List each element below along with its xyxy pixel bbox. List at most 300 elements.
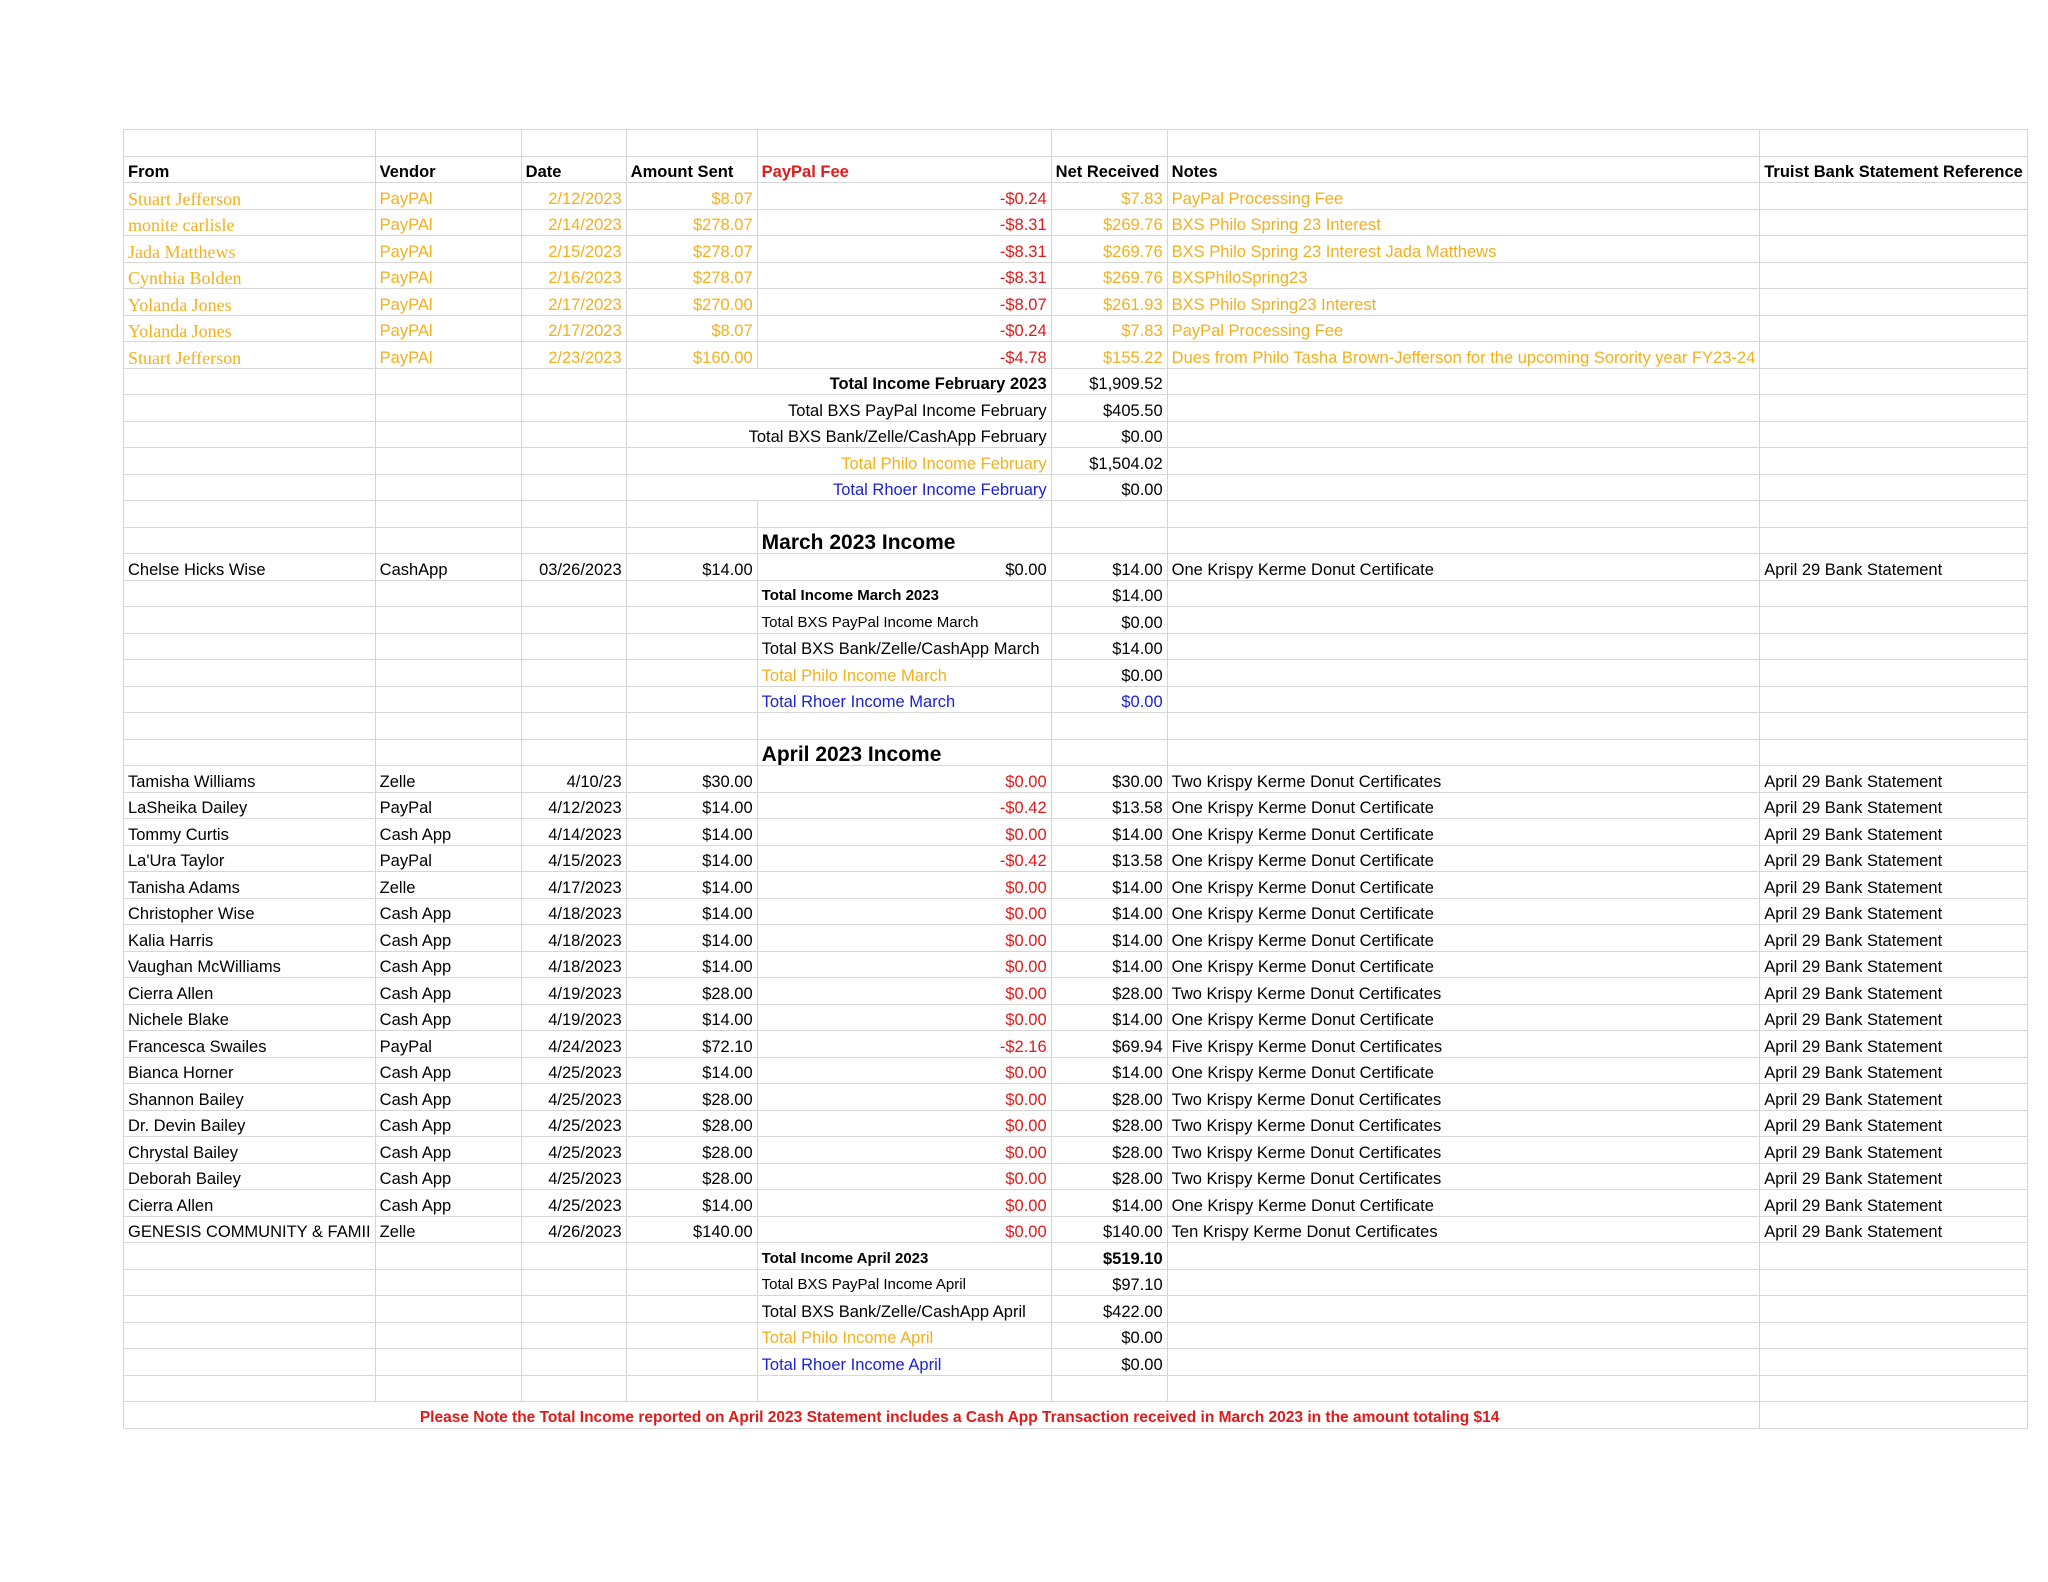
empty-cell[interactable] <box>124 1322 376 1349</box>
rhoer-income-value[interactable]: $0.00 <box>1051 474 1167 501</box>
empty-cell[interactable] <box>124 448 376 475</box>
from-cell[interactable]: Tamisha Williams <box>124 766 376 793</box>
empty-cell[interactable] <box>1167 474 1760 501</box>
empty-cell[interactable] <box>1760 474 2028 501</box>
date-cell[interactable]: 2/14/2023 <box>521 209 626 236</box>
empty-cell[interactable] <box>1760 1269 2028 1296</box>
empty-cell[interactable] <box>626 739 757 766</box>
from-cell[interactable]: Tommy Curtis <box>124 819 376 846</box>
date-cell[interactable]: 4/10/23 <box>521 766 626 793</box>
empty-cell[interactable] <box>1051 713 1167 740</box>
notes-cell[interactable]: BXS Philo Spring23 Interest <box>1167 289 1760 316</box>
fee-cell[interactable]: -$8.31 <box>757 236 1051 263</box>
empty-cell[interactable] <box>124 1375 376 1402</box>
net-cell[interactable]: $269.76 <box>1051 209 1167 236</box>
philo-income-label[interactable]: Total Philo Income February <box>626 448 1051 475</box>
ref-cell[interactable] <box>1760 209 2028 236</box>
empty-cell[interactable] <box>521 368 626 395</box>
vendor-cell[interactable]: Cash App <box>375 1084 521 1111</box>
empty-cell[interactable] <box>521 1296 626 1323</box>
empty-cell[interactable] <box>1167 580 1760 607</box>
total-income-value[interactable]: $14.00 <box>1051 580 1167 607</box>
from-cell[interactable]: Dr. Devin Bailey <box>124 1110 376 1137</box>
empty-cell[interactable] <box>124 1349 376 1376</box>
ref-cell[interactable]: April 29 Bank Statement <box>1760 1110 2028 1137</box>
fee-cell[interactable]: $0.00 <box>757 872 1051 899</box>
fee-cell[interactable]: $0.00 <box>757 1110 1051 1137</box>
empty-cell[interactable] <box>1167 713 1760 740</box>
from-cell[interactable]: Stuart Jefferson <box>124 342 376 369</box>
empty-cell[interactable] <box>1760 1296 2028 1323</box>
vendor-cell[interactable]: PayPAl <box>375 183 521 210</box>
net-cell[interactable]: $155.22 <box>1051 342 1167 369</box>
empty-cell[interactable] <box>521 1375 626 1402</box>
notes-cell[interactable]: Two Krispy Kerme Donut Certificates <box>1167 1084 1760 1111</box>
empty-cell[interactable] <box>521 633 626 660</box>
from-cell[interactable]: LaSheika Dailey <box>124 792 376 819</box>
paypal-income-label[interactable]: Total BXS PayPal Income April <box>757 1269 1051 1296</box>
ref-cell[interactable]: April 29 Bank Statement <box>1760 978 2028 1005</box>
fee-cell[interactable]: -$0.42 <box>757 792 1051 819</box>
fee-cell[interactable]: -$0.24 <box>757 315 1051 342</box>
empty-cell[interactable] <box>375 1322 521 1349</box>
empty-cell[interactable] <box>626 527 757 554</box>
vendor-cell[interactable]: Zelle <box>375 766 521 793</box>
empty-cell[interactable] <box>1760 580 2028 607</box>
empty-cell[interactable] <box>521 527 626 554</box>
empty-cell[interactable] <box>1760 1349 2028 1376</box>
vendor-cell[interactable]: Cash App <box>375 925 521 952</box>
vendor-cell[interactable]: Cash App <box>375 951 521 978</box>
ref-cell[interactable] <box>1760 262 2028 289</box>
empty-cell[interactable] <box>1051 1375 1167 1402</box>
empty-cell[interactable] <box>375 1349 521 1376</box>
empty-cell[interactable] <box>1760 1243 2028 1270</box>
total-income-label[interactable]: Total Income April 2023 <box>757 1243 1051 1270</box>
net-cell[interactable]: $28.00 <box>1051 1163 1167 1190</box>
bank-income-value[interactable]: $0.00 <box>1051 421 1167 448</box>
empty-cell[interactable] <box>626 607 757 634</box>
date-cell[interactable]: 4/25/2023 <box>521 1084 626 1111</box>
ref-cell[interactable]: April 29 Bank Statement <box>1760 1190 2028 1217</box>
vendor-cell[interactable]: PayPal <box>375 1031 521 1058</box>
from-cell[interactable]: Chrystal Bailey <box>124 1137 376 1164</box>
vendor-cell[interactable]: PayPAl <box>375 289 521 316</box>
net-cell[interactable]: $261.93 <box>1051 289 1167 316</box>
fee-cell[interactable]: $0.00 <box>757 554 1051 581</box>
notes-cell[interactable]: One Krispy Kerme Donut Certificate <box>1167 872 1760 899</box>
empty-cell[interactable] <box>521 421 626 448</box>
from-cell[interactable]: Tanisha Adams <box>124 872 376 899</box>
vendor-cell[interactable]: CashApp <box>375 554 521 581</box>
net-cell[interactable]: $69.94 <box>1051 1031 1167 1058</box>
empty-cell[interactable] <box>1167 1243 1760 1270</box>
from-cell[interactable]: Kalia Harris <box>124 925 376 952</box>
amount-cell[interactable]: $28.00 <box>626 1084 757 1111</box>
from-cell[interactable]: Jada Matthews <box>124 236 376 263</box>
empty-cell[interactable] <box>1167 368 1760 395</box>
section-heading[interactable]: March 2023 Income <box>757 527 1051 554</box>
empty-cell[interactable] <box>1760 421 2028 448</box>
empty-cell[interactable] <box>375 713 521 740</box>
from-cell[interactable]: Yolanda Jones <box>124 289 376 316</box>
empty-cell[interactable] <box>124 474 376 501</box>
empty-cell[interactable] <box>124 1243 376 1270</box>
empty-cell[interactable] <box>626 1243 757 1270</box>
total-income-value[interactable]: $519.10 <box>1051 1243 1167 1270</box>
net-cell[interactable]: $28.00 <box>1051 1137 1167 1164</box>
fee-cell[interactable]: $0.00 <box>757 1137 1051 1164</box>
notes-cell[interactable]: Two Krispy Kerme Donut Certificates <box>1167 766 1760 793</box>
empty-cell[interactable] <box>1760 686 2028 713</box>
date-cell[interactable]: 4/12/2023 <box>521 792 626 819</box>
notes-cell[interactable]: Five Krispy Kerme Donut Certificates <box>1167 1031 1760 1058</box>
fee-cell[interactable]: $0.00 <box>757 925 1051 952</box>
empty-cell[interactable] <box>124 633 376 660</box>
empty-cell[interactable] <box>521 660 626 687</box>
empty-cell[interactable] <box>124 421 376 448</box>
empty-cell[interactable] <box>521 739 626 766</box>
vendor-cell[interactable]: Zelle <box>375 1216 521 1243</box>
empty-cell[interactable] <box>757 501 1051 528</box>
empty-cell[interactable] <box>1167 527 1760 554</box>
notes-cell[interactable]: One Krispy Kerme Donut Certificate <box>1167 554 1760 581</box>
fee-cell[interactable]: -$2.16 <box>757 1031 1051 1058</box>
total-income-label[interactable]: Total Income February 2023 <box>626 368 1051 395</box>
empty-cell[interactable] <box>1167 633 1760 660</box>
ref-cell[interactable] <box>1760 342 2028 369</box>
date-cell[interactable]: 2/23/2023 <box>521 342 626 369</box>
empty-cell[interactable] <box>375 660 521 687</box>
empty-cell[interactable] <box>375 421 521 448</box>
empty-cell[interactable] <box>1167 1375 1760 1402</box>
date-cell[interactable]: 4/19/2023 <box>521 1004 626 1031</box>
net-cell[interactable]: $14.00 <box>1051 898 1167 925</box>
ref-cell[interactable]: April 29 Bank Statement <box>1760 1216 2028 1243</box>
rhoer-income-value[interactable]: $0.00 <box>1051 686 1167 713</box>
rhoer-income-value[interactable]: $0.00 <box>1051 1349 1167 1376</box>
vendor-cell[interactable]: PayPal <box>375 845 521 872</box>
date-cell[interactable]: 4/25/2023 <box>521 1110 626 1137</box>
empty-cell[interactable] <box>521 501 626 528</box>
notes-cell[interactable]: One Krispy Kerme Donut Certificate <box>1167 1190 1760 1217</box>
fee-cell[interactable]: $0.00 <box>757 1004 1051 1031</box>
notes-cell[interactable]: One Krispy Kerme Donut Certificate <box>1167 792 1760 819</box>
date-cell[interactable]: 4/24/2023 <box>521 1031 626 1058</box>
from-cell[interactable]: Deborah Bailey <box>124 1163 376 1190</box>
amount-cell[interactable]: $28.00 <box>626 1163 757 1190</box>
notes-cell[interactable]: BXSPhiloSpring23 <box>1167 262 1760 289</box>
empty-cell[interactable] <box>521 1243 626 1270</box>
empty-cell[interactable] <box>1760 739 2028 766</box>
notes-cell[interactable]: Dues from Philo Tasha Brown-Jefferson for the upcoming Sorority year FY23-24 <box>1167 342 1760 369</box>
fee-cell[interactable]: -$8.31 <box>757 209 1051 236</box>
empty-cell[interactable] <box>1760 1375 2028 1402</box>
amount-cell[interactable]: $14.00 <box>626 1004 757 1031</box>
notes-cell[interactable]: One Krispy Kerme Donut Certificate <box>1167 1057 1760 1084</box>
empty-cell[interactable] <box>521 580 626 607</box>
notes-cell[interactable]: Two Krispy Kerme Donut Certificates <box>1167 1110 1760 1137</box>
date-cell[interactable]: 4/25/2023 <box>521 1057 626 1084</box>
fee-cell[interactable]: $0.00 <box>757 766 1051 793</box>
ref-cell[interactable]: April 29 Bank Statement <box>1760 819 2028 846</box>
notes-cell[interactable]: Two Krispy Kerme Donut Certificates <box>1167 1163 1760 1190</box>
net-cell[interactable]: $14.00 <box>1051 819 1167 846</box>
from-cell[interactable]: Cynthia Bolden <box>124 262 376 289</box>
empty-cell[interactable] <box>626 580 757 607</box>
notes-cell[interactable]: PayPal Processing Fee <box>1167 315 1760 342</box>
empty-cell[interactable] <box>626 1375 757 1402</box>
empty-cell[interactable] <box>1051 739 1167 766</box>
empty-cell[interactable] <box>375 633 521 660</box>
empty-cell[interactable] <box>1167 501 1760 528</box>
ref-cell[interactable] <box>1760 289 2028 316</box>
empty-cell[interactable] <box>1167 448 1760 475</box>
net-cell[interactable]: $269.76 <box>1051 236 1167 263</box>
amount-cell[interactable]: $14.00 <box>626 554 757 581</box>
ref-cell[interactable]: April 29 Bank Statement <box>1760 1031 2028 1058</box>
notes-cell[interactable]: One Krispy Kerme Donut Certificate <box>1167 898 1760 925</box>
amount-cell[interactable]: $140.00 <box>626 1216 757 1243</box>
header-from[interactable]: From <box>124 156 376 183</box>
empty-cell[interactable] <box>375 686 521 713</box>
empty-cell[interactable] <box>375 739 521 766</box>
empty-cell[interactable] <box>1167 1349 1760 1376</box>
empty-cell[interactable] <box>1760 395 2028 422</box>
vendor-cell[interactable]: Cash App <box>375 978 521 1005</box>
fee-cell[interactable]: -$0.42 <box>757 845 1051 872</box>
ref-cell[interactable]: April 29 Bank Statement <box>1760 872 2028 899</box>
empty-cell[interactable] <box>626 1349 757 1376</box>
net-cell[interactable]: $140.00 <box>1051 1216 1167 1243</box>
date-cell[interactable]: 4/15/2023 <box>521 845 626 872</box>
empty-cell[interactable] <box>124 527 376 554</box>
amount-cell[interactable]: $72.10 <box>626 1031 757 1058</box>
empty-cell[interactable] <box>1167 1322 1760 1349</box>
date-cell[interactable]: 2/17/2023 <box>521 289 626 316</box>
notes-cell[interactable]: One Krispy Kerme Donut Certificate <box>1167 925 1760 952</box>
amount-cell[interactable]: $270.00 <box>626 289 757 316</box>
empty-cell[interactable] <box>124 1269 376 1296</box>
date-cell[interactable]: 2/12/2023 <box>521 183 626 210</box>
philo-income-label[interactable]: Total Philo Income March <box>757 660 1051 687</box>
date-cell[interactable]: 4/18/2023 <box>521 951 626 978</box>
date-cell[interactable]: 03/26/2023 <box>521 554 626 581</box>
amount-cell[interactable]: $278.07 <box>626 262 757 289</box>
empty-cell[interactable] <box>521 686 626 713</box>
header-vendor[interactable]: Vendor <box>375 156 521 183</box>
paypal-income-value[interactable]: $97.10 <box>1051 1269 1167 1296</box>
empty-cell[interactable] <box>626 1322 757 1349</box>
empty-cell[interactable] <box>375 1375 521 1402</box>
net-cell[interactable]: $28.00 <box>1051 978 1167 1005</box>
net-cell[interactable]: $28.00 <box>1051 1084 1167 1111</box>
ref-cell[interactable] <box>1760 183 2028 210</box>
empty-cell[interactable] <box>375 448 521 475</box>
from-cell[interactable]: Bianca Horner <box>124 1057 376 1084</box>
date-cell[interactable]: 4/18/2023 <box>521 925 626 952</box>
date-cell[interactable]: 4/25/2023 <box>521 1137 626 1164</box>
ref-cell[interactable]: April 29 Bank Statement <box>1760 925 2028 952</box>
fee-cell[interactable]: $0.00 <box>757 1084 1051 1111</box>
fee-cell[interactable]: -$4.78 <box>757 342 1051 369</box>
from-cell[interactable]: GENESIS COMMUNITY & FAMII <box>124 1216 376 1243</box>
fee-cell[interactable]: $0.00 <box>757 1057 1051 1084</box>
date-cell[interactable]: 4/14/2023 <box>521 819 626 846</box>
empty-cell[interactable] <box>375 474 521 501</box>
amount-cell[interactable]: $14.00 <box>626 951 757 978</box>
vendor-cell[interactable]: PayPal <box>375 792 521 819</box>
from-cell[interactable]: La'Ura Taylor <box>124 845 376 872</box>
amount-cell[interactable]: $8.07 <box>626 315 757 342</box>
notes-cell[interactable]: One Krispy Kerme Donut Certificate <box>1167 845 1760 872</box>
total-income-value[interactable]: $1,909.52 <box>1051 368 1167 395</box>
empty-cell[interactable] <box>124 580 376 607</box>
amount-cell[interactable]: $28.00 <box>626 1110 757 1137</box>
amount-cell[interactable]: $278.07 <box>626 236 757 263</box>
empty-cell[interactable] <box>626 633 757 660</box>
empty-cell[interactable] <box>1760 527 2028 554</box>
empty-cell[interactable] <box>375 501 521 528</box>
empty-cell[interactable] <box>1167 660 1760 687</box>
paypal-income-value[interactable]: $405.50 <box>1051 395 1167 422</box>
fee-cell[interactable]: $0.00 <box>757 1216 1051 1243</box>
empty-cell[interactable] <box>626 501 757 528</box>
amount-cell[interactable]: $160.00 <box>626 342 757 369</box>
bank-income-value[interactable]: $422.00 <box>1051 1296 1167 1323</box>
empty-cell[interactable] <box>124 686 376 713</box>
net-cell[interactable]: $7.83 <box>1051 183 1167 210</box>
amount-cell[interactable]: $14.00 <box>626 872 757 899</box>
net-cell[interactable]: $28.00 <box>1051 1110 1167 1137</box>
fee-cell[interactable]: $0.00 <box>757 898 1051 925</box>
empty-cell[interactable] <box>626 686 757 713</box>
empty-cell[interactable] <box>1760 501 2028 528</box>
from-cell[interactable]: Shannon Bailey <box>124 1084 376 1111</box>
empty-cell[interactable] <box>521 713 626 740</box>
bank-income-label[interactable]: Total BXS Bank/Zelle/CashApp April <box>757 1296 1051 1323</box>
philo-income-value[interactable]: $0.00 <box>1051 1322 1167 1349</box>
date-cell[interactable]: 4/25/2023 <box>521 1190 626 1217</box>
bank-income-value[interactable]: $14.00 <box>1051 633 1167 660</box>
amount-cell[interactable]: $14.00 <box>626 1057 757 1084</box>
empty-cell[interactable] <box>375 1269 521 1296</box>
notes-cell[interactable]: BXS Philo Spring 23 Interest Jada Matthews <box>1167 236 1760 263</box>
empty-cell[interactable] <box>375 607 521 634</box>
fee-cell[interactable]: -$0.24 <box>757 183 1051 210</box>
header-date[interactable]: Date <box>521 156 626 183</box>
empty-cell[interactable] <box>1760 633 2028 660</box>
net-cell[interactable]: $14.00 <box>1051 1004 1167 1031</box>
empty-cell[interactable] <box>757 1375 1051 1402</box>
net-cell[interactable]: $14.00 <box>1051 1057 1167 1084</box>
date-cell[interactable]: 4/25/2023 <box>521 1163 626 1190</box>
amount-cell[interactable]: $14.00 <box>626 1190 757 1217</box>
header-bank-ref[interactable]: Truist Bank Statement Reference <box>1760 156 2028 183</box>
empty-cell[interactable] <box>124 607 376 634</box>
net-cell[interactable]: $13.58 <box>1051 792 1167 819</box>
ref-cell[interactable]: April 29 Bank Statement <box>1760 792 2028 819</box>
bank-income-label[interactable]: Total BXS Bank/Zelle/CashApp February <box>626 421 1051 448</box>
date-cell[interactable]: 4/17/2023 <box>521 872 626 899</box>
notes-cell[interactable]: One Krispy Kerme Donut Certificate <box>1167 951 1760 978</box>
ref-cell[interactable]: April 29 Bank Statement <box>1760 1137 2028 1164</box>
notes-cell[interactable]: Two Krispy Kerme Donut Certificates <box>1167 1137 1760 1164</box>
empty-cell[interactable] <box>375 580 521 607</box>
fee-cell[interactable]: -$8.07 <box>757 289 1051 316</box>
amount-cell[interactable]: $28.00 <box>626 978 757 1005</box>
ref-cell[interactable]: April 29 Bank Statement <box>1760 1163 2028 1190</box>
vendor-cell[interactable]: PayPAl <box>375 209 521 236</box>
ref-cell[interactable] <box>1760 236 2028 263</box>
empty-cell[interactable] <box>1167 739 1760 766</box>
philo-income-value[interactable]: $1,504.02 <box>1051 448 1167 475</box>
philo-income-value[interactable]: $0.00 <box>1051 660 1167 687</box>
rhoer-income-label[interactable]: Total Rhoer Income March <box>757 686 1051 713</box>
empty-cell[interactable] <box>124 395 376 422</box>
vendor-cell[interactable]: Cash App <box>375 819 521 846</box>
ref-cell[interactable]: April 29 Bank Statement <box>1760 554 2028 581</box>
empty-cell[interactable] <box>124 501 376 528</box>
net-cell[interactable]: $14.00 <box>1051 1190 1167 1217</box>
amount-cell[interactable]: $14.00 <box>626 819 757 846</box>
section-heading[interactable]: April 2023 Income <box>757 739 1051 766</box>
empty-cell[interactable] <box>626 660 757 687</box>
ref-cell[interactable]: April 29 Bank Statement <box>1760 951 2028 978</box>
vendor-cell[interactable]: Cash App <box>375 1137 521 1164</box>
vendor-cell[interactable]: Cash App <box>375 1163 521 1190</box>
ref-cell[interactable]: April 29 Bank Statement <box>1760 1084 2028 1111</box>
from-cell[interactable]: Yolanda Jones <box>124 315 376 342</box>
empty-cell[interactable] <box>1167 1269 1760 1296</box>
empty-cell[interactable] <box>124 660 376 687</box>
amount-cell[interactable]: $30.00 <box>626 766 757 793</box>
empty-cell[interactable] <box>521 1322 626 1349</box>
from-cell[interactable]: Vaughan McWilliams <box>124 951 376 978</box>
amount-cell[interactable]: $14.00 <box>626 925 757 952</box>
empty-cell[interactable] <box>124 713 376 740</box>
bank-income-label[interactable]: Total BXS Bank/Zelle/CashApp March <box>757 633 1051 660</box>
empty-cell[interactable] <box>124 739 376 766</box>
header-notes[interactable]: Notes <box>1167 156 1760 183</box>
amount-cell[interactable]: $14.00 <box>626 898 757 925</box>
empty-cell[interactable] <box>124 1296 376 1323</box>
amount-cell[interactable]: $8.07 <box>626 183 757 210</box>
notes-cell[interactable]: PayPal Processing Fee <box>1167 183 1760 210</box>
from-cell[interactable]: Nichele Blake <box>124 1004 376 1031</box>
empty-cell[interactable] <box>1167 421 1760 448</box>
vendor-cell[interactable]: Cash App <box>375 1004 521 1031</box>
empty-cell[interactable] <box>521 1349 626 1376</box>
notes-cell[interactable]: Two Krispy Kerme Donut Certificates <box>1167 978 1760 1005</box>
empty-cell[interactable] <box>521 474 626 501</box>
empty-cell[interactable] <box>1167 395 1760 422</box>
date-cell[interactable]: 2/17/2023 <box>521 315 626 342</box>
from-cell[interactable]: monite carlisle <box>124 209 376 236</box>
vendor-cell[interactable]: Cash App <box>375 1110 521 1137</box>
vendor-cell[interactable]: Cash App <box>375 1190 521 1217</box>
empty-cell[interactable] <box>521 448 626 475</box>
empty-cell[interactable] <box>626 1296 757 1323</box>
paypal-income-label[interactable]: Total BXS PayPal Income March <box>757 607 1051 634</box>
net-cell[interactable]: $269.76 <box>1051 262 1167 289</box>
vendor-cell[interactable]: Cash App <box>375 1057 521 1084</box>
total-income-label[interactable]: Total Income March 2023 <box>757 580 1051 607</box>
empty-cell[interactable] <box>521 395 626 422</box>
paypal-income-label[interactable]: Total BXS PayPal Income February <box>626 395 1051 422</box>
net-cell[interactable]: $14.00 <box>1051 872 1167 899</box>
philo-income-label[interactable]: Total Philo Income April <box>757 1322 1051 1349</box>
